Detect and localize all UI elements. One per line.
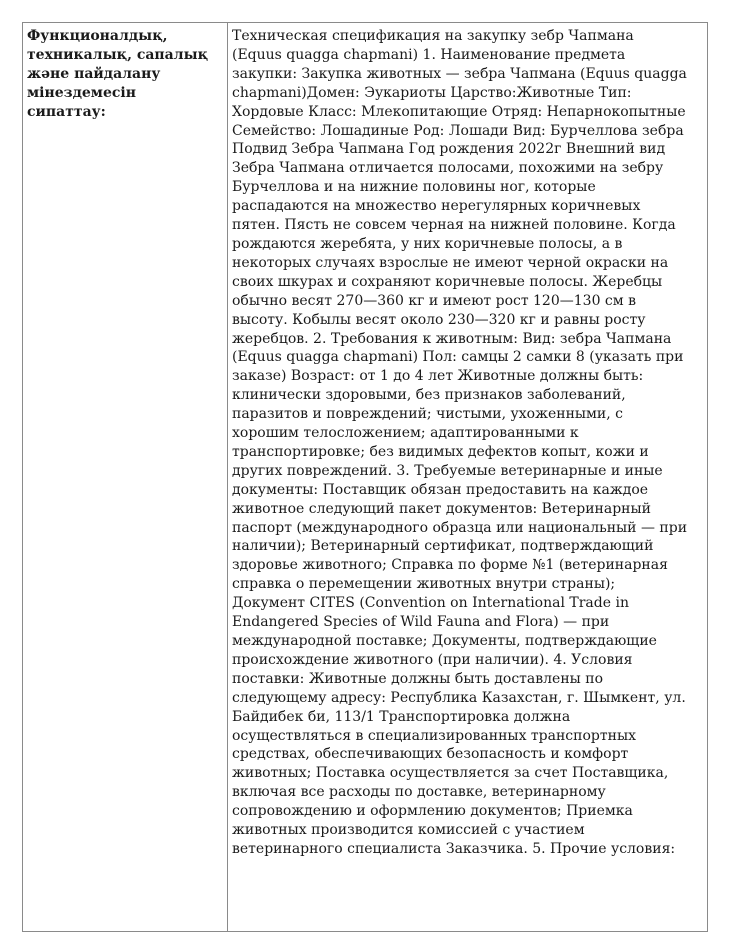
spec-text-line: Зебра Чапмана отличается полосами, похожими на зебру bbox=[232, 160, 664, 177]
spec-text-line: Документ CITES (Convention on International Trade in bbox=[232, 595, 629, 612]
spec-text-line: здоровье животного; Справка по форме №1 (ветеринарная bbox=[232, 557, 668, 574]
spec-text-line: паразитов и повреждений; чистыми, ухоженными, с bbox=[232, 406, 624, 423]
spec-text-line: Семейство: Лошадиные Род: Лошади Вид: Бурчеллова зебра bbox=[232, 122, 684, 139]
spec-text-line: своих шкурах и сохраняют коричневые полосы. Жеребцы bbox=[232, 273, 663, 290]
spec-text-line: животных производится комиссией с участием bbox=[232, 822, 585, 839]
spec-text-line: хорошим телосложением; адаптированными к bbox=[232, 425, 579, 442]
spec-text-line: клинически здоровыми, без признаков заболеваний, bbox=[232, 387, 626, 404]
table-row bbox=[23, 23, 708, 932]
spec-text-line: chapmani)Домен: Эукариоты Царство:Животные Тип: bbox=[232, 84, 632, 101]
spec-text-line: жеребцов. 2. Требования к животным: Вид: зебра Чапмана bbox=[232, 330, 672, 347]
spec-text-line: Байдибек би, 113/1 Транспортировка должна bbox=[232, 708, 571, 725]
spec-text-line: сопровождению и оформлению документов; Приемка bbox=[232, 803, 633, 820]
spec-text-line: пятен. Пясть не совсем черная на нижней половине. Когда bbox=[232, 217, 676, 234]
spec-text-line: международной поставке; Документы, подтверждающие bbox=[232, 633, 657, 649]
spec-text-line: документы: Поставщик обязан предоставить на каждое bbox=[232, 481, 649, 498]
spec-text-line: включая все расходы по доставке, ветеринарному bbox=[232, 784, 606, 801]
spec-text-line: обычно весят 270—360 кг и имеют рост 120—130 см в bbox=[232, 292, 636, 309]
spec-text-line: осуществляться в специализированных транспортных bbox=[232, 727, 636, 744]
label-line: мінездемесін bbox=[27, 84, 136, 101]
spec-text-line: справка о перемещении животных внутри страны); bbox=[232, 576, 616, 593]
spec-text-line: животных; Поставка осуществляется за счет Поставщика, bbox=[232, 765, 669, 782]
spec-text-line: рождаются жеребята, у них коричневые полосы, а в bbox=[232, 235, 623, 252]
label-line: техникалық, сапалық bbox=[27, 46, 209, 63]
specification-table bbox=[22, 22, 708, 932]
spec-text-line: распадаются на множество нерегулярных коричневых bbox=[232, 198, 641, 215]
label-line: және пайдалану bbox=[27, 65, 161, 82]
spec-text-line: животное следующий пакет документов: Ветеринарный bbox=[232, 500, 651, 517]
spec-text-line: ветеринарного специалиста Заказчика. 5. Прочие условия: bbox=[232, 840, 676, 857]
row-value-cell bbox=[228, 23, 708, 932]
spec-text-line: поставки: Животные должны быть доставлены по bbox=[232, 670, 604, 687]
spec-text-line: Endangered Species of Wild Fauna and Flora) — при bbox=[232, 614, 610, 631]
spec-text-line: Хордовые Класс: Млекопитающие Отряд: Непарнокопытные bbox=[232, 103, 686, 120]
spec-text-line: транспортировке; без видимых дефектов копыт, кожи и bbox=[232, 443, 649, 460]
spec-text-line: других повреждений. 3. Требуемые ветеринарные и иные bbox=[232, 462, 663, 479]
spec-text-line: высоту. Кобылы весят около 230—320 кг и равны росту bbox=[232, 311, 646, 328]
label-line: Функционалдық, bbox=[27, 28, 168, 44]
spec-text-line: происхождение животного (при наличии). 4. Условия bbox=[232, 651, 633, 668]
label-line: сипаттау: bbox=[27, 103, 106, 120]
spec-text-line: следующему адресу: Республика Казахстан, г. Шымкент, ул. bbox=[232, 689, 686, 706]
spec-text-line: средствах, обеспечивающих безопасность и комфорт bbox=[232, 746, 629, 763]
spec-text-line: (Equus quagga chapmani) 1. Наименование предмета bbox=[232, 46, 626, 63]
spec-text-line: некоторых случаях взрослые не имеют черной окраски на bbox=[232, 254, 669, 271]
row-label-cell bbox=[23, 23, 228, 932]
spec-text-line: наличии); Ветеринарный сертификат, подтверждающий bbox=[232, 538, 654, 555]
spec-text-line: закупки: Закупка животных — зебра Чапмана (Equus quagga bbox=[232, 65, 687, 82]
spec-text-line: Подвид Зебра Чапмана Год рождения 2022г Внешний вид bbox=[232, 141, 666, 158]
spec-text-line: заказе) Возраст: от 1 до 4 лет Животные должны быть: bbox=[232, 368, 644, 385]
spec-text-line: паспорт (международного образца или национальный — при bbox=[232, 519, 688, 536]
spec-text-line: (Equus quagga chapmani) Пол: самцы 2 самки 8 (указать при bbox=[232, 349, 684, 366]
spec-text-line: Бурчеллова и на нижние половины ног, которые bbox=[232, 179, 596, 196]
spec-text-line: Техническая спецификация на закупку зебр Чапмана bbox=[232, 28, 634, 44]
